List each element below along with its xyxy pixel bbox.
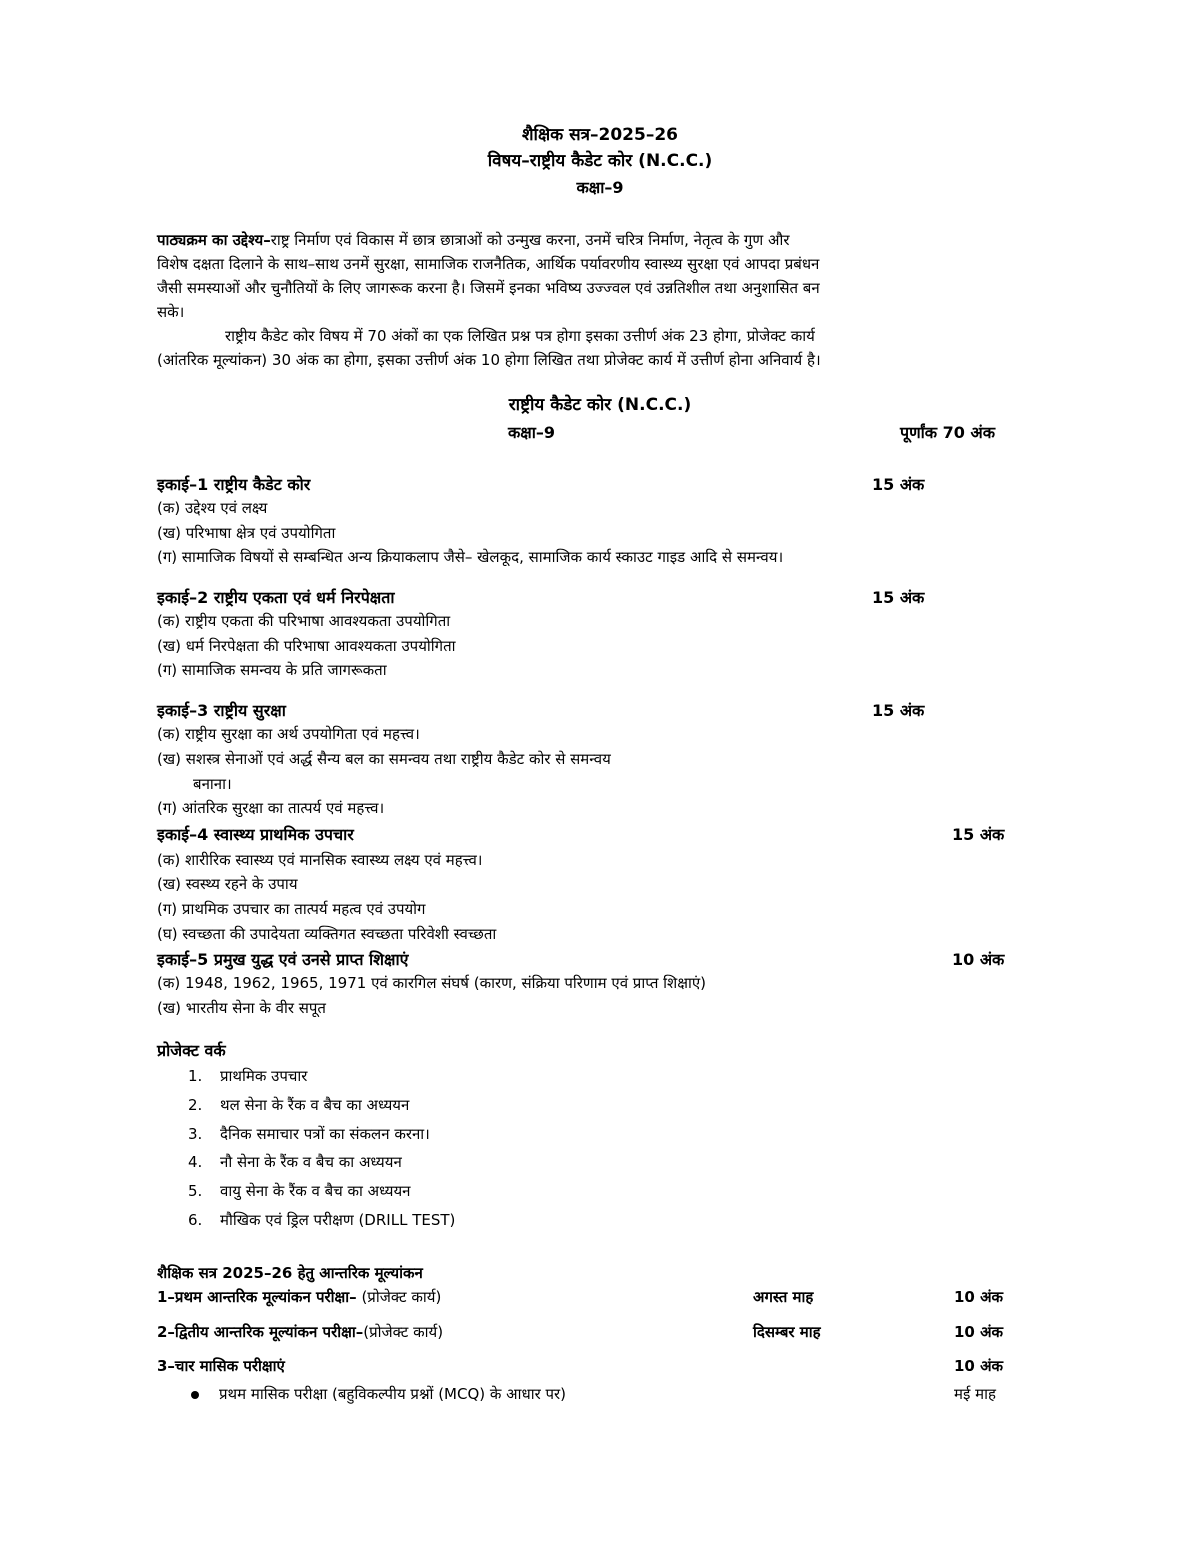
unit-4-item: (क) शारीरिक स्वास्थ्य एवं मानसिक स्वास्थ्य लक्ष्य एवं महत्त्व। [157, 851, 483, 869]
unit-1-title: इकाई–1 राष्ट्रीय कैडेट कोर [157, 475, 311, 494]
project-title: प्रोजेक्ट वर्क [157, 1041, 226, 1060]
unit-2-marks: 15 अंक [872, 588, 925, 607]
unit-2-title: इकाई–2 राष्ट्रीय एकता एवं धर्म निरपेक्षता [157, 588, 395, 607]
project-item: 4. नौ सेना के रैंक व बैच का अध्ययन [188, 1153, 402, 1171]
session-heading: शैक्षिक सत्र–2025–26 [522, 125, 678, 145]
unit-2-item: (क) राष्ट्रीय एकता की परिभाषा आवश्यकता उपयोगिता [157, 612, 451, 630]
internal-row-2-month: दिसम्बर माह [753, 1323, 821, 1341]
unit-4-marks: 15 अंक [952, 825, 1005, 844]
project-item: 5. वायु सेना के रैंक व बैच का अध्ययन [188, 1182, 411, 1200]
monthly-exam-item: प्रथम मासिक परीक्षा (बहुविकल्पीय प्रश्नों (MCQ) के आधार पर) [191, 1384, 566, 1404]
unit-4-item: (ख) स्वस्थ्य रहने के उपाय [157, 875, 298, 893]
unit-4-item: (घ) स्वच्छता की उपादेयता व्यक्तिगत स्वच्छता परिवेशी स्वच्छता [157, 925, 497, 943]
internal-row-2-label: 2–द्वितीय आन्तरिक मूल्यांकन परीक्षा–(प्रोजेक्ट कार्य) [157, 1323, 444, 1341]
unit-3-title: इकाई–3 राष्ट्रीय सुरक्षा [157, 701, 286, 720]
unit-4-item: (ग) प्राथमिक उपचार का तात्पर्य महत्व एवं उपयोग [157, 900, 426, 918]
project-item: 3. दैनिक समाचार पत्रों का संकलन करना। [188, 1125, 430, 1143]
objective-line-3: जैसी समस्याओं और चुनौतियों के लिए जागरूक करना है। जिसमें इनका भविष्य उज्ज्वल एवं उन्नतिशील तथा अनुशासित बन [157, 279, 820, 297]
objective-line-2: विशेष दक्षता दिलाने के साथ–साथ उनमें सुरक्षा, सामाजिक राजनैतिक, आर्थिक पर्यावरणीय स्वास्थ्य सुरक्षा एवं आपदा प्रबंधन [157, 255, 820, 273]
internal-row-3-label: 3–चार मासिक परीक्षाएं [157, 1357, 285, 1375]
unit-3-marks: 15 अंक [872, 701, 925, 720]
section-total-marks: पूर्णांक 70 अंक [900, 423, 996, 442]
internal-row-1-marks: 10 अंक [954, 1288, 1004, 1306]
internal-row-1-month: अगस्त माह [753, 1288, 814, 1306]
internal-row-1-label: 1–प्रथम आन्तरिक मूल्यांकन परीक्षा– (प्रोजेक्ट कार्य) [157, 1288, 442, 1306]
unit-2-item: (ग) सामाजिक समन्वय के प्रति जागरूकता [157, 661, 387, 679]
section-title: राष्ट्रीय कैडेट कोर (N.C.C.) [508, 395, 692, 415]
unit-3-item: (ग) आंतरिक सुरक्षा का तात्पर्य एवं महत्त्व। [157, 799, 385, 817]
exam-info-line-1: राष्ट्रीय कैडेट कोर विषय में 70 अंकों का एक लिखित प्रश्न पत्र होगा इसका उत्तीर्ण अंक 23 होगा, प्रोजेक्ट कार्य [225, 327, 815, 345]
unit-5-item: (ख) भारतीय सेना के वीर सपूत [157, 999, 326, 1017]
unit-5-title: इकाई–5 प्रमुख युद्ध एवं उनसे प्राप्त शिक्षाएं [157, 950, 409, 969]
project-item: 2. थल सेना के रैंक व बैच का अध्ययन [188, 1096, 410, 1114]
subject-heading: विषय–राष्ट्रीय कैडेट कोर (N.C.C.) [487, 151, 713, 171]
unit-4-title: इकाई–4 स्वास्थ्य प्राथमिक उपचार [157, 825, 354, 844]
unit-2-item: (ख) धर्म निरपेक्षता की परिभाषा आवश्यकता उपयोगिता [157, 637, 456, 655]
project-item: 1. प्राथमिक उपचार [188, 1067, 308, 1085]
unit-5-item: (क) 1948, 1962, 1965, 1971 एवं कारगिल संघर्ष (कारण, संक्रिया परिणाम एवं प्राप्त शिक्षाएं) [157, 974, 707, 992]
internal-assessment-title: शैक्षिक सत्र 2025–26 हेतु आन्तरिक मूल्यांकन [157, 1264, 423, 1282]
internal-row-2-marks: 10 अंक [954, 1323, 1004, 1341]
objective-paragraph [157, 228, 1043, 372]
unit-3-item: (क) राष्ट्रीय सुरक्षा का अर्थ उपयोगिता एवं महत्त्व। [157, 725, 420, 743]
unit-5-marks: 10 अंक [952, 950, 1005, 969]
class-heading: कक्षा–9 [576, 178, 624, 197]
unit-1-marks: 15 अंक [872, 475, 925, 494]
section-class: कक्षा–9 [508, 423, 556, 442]
unit-1-item: (क) उद्देश्य एवं लक्ष्य [157, 499, 268, 517]
unit-3-item: बनाना। [193, 775, 232, 793]
exam-info-line-2: (आंतरिक मूल्यांकन) 30 अंक का होगा, इसका उत्तीर्ण अंक 10 होगा लिखित तथा प्रोजेक्ट कार्य में उत्तीर्ण होना अनिवार्य है। [157, 351, 821, 369]
monthly-exam-month: मई माह [954, 1385, 996, 1403]
unit-1-item: (ख) परिभाषा क्षेत्र एवं उपयोगिता [157, 524, 336, 542]
project-item: 6. मौखिक एवं ड्रिल परीक्षण (DRILL TEST) [188, 1211, 456, 1229]
objective-label: पाठ्यक्रम का उद्देश्य– [157, 231, 271, 249]
unit-1-item: (ग) सामाजिक विषयों से सम्बन्धित अन्य क्रियाकलाप जैसे– खेलकूद, सामाजिक कार्य स्काउट गाइड आदि से समन्वय। [157, 548, 784, 566]
objective-line-1: पाठ्यक्रम का उद्देश्य–राष्ट्र निर्माण एवं विकास में छात्र छात्राओं को उन्मुख करना, उनमें चरित्र निर्माण, नेतृत्व के गुण और [157, 231, 790, 249]
objective-line-4: सके। [157, 303, 185, 321]
bullet-icon [191, 1391, 199, 1399]
unit-3-item: (ख) सशस्त्र सेनाओं एवं अर्द्ध सैन्य बल का समन्वय तथा राष्ट्रीय कैडेट कोर से समन्वय [157, 750, 611, 768]
internal-row-3-marks: 10 अंक [954, 1357, 1004, 1375]
